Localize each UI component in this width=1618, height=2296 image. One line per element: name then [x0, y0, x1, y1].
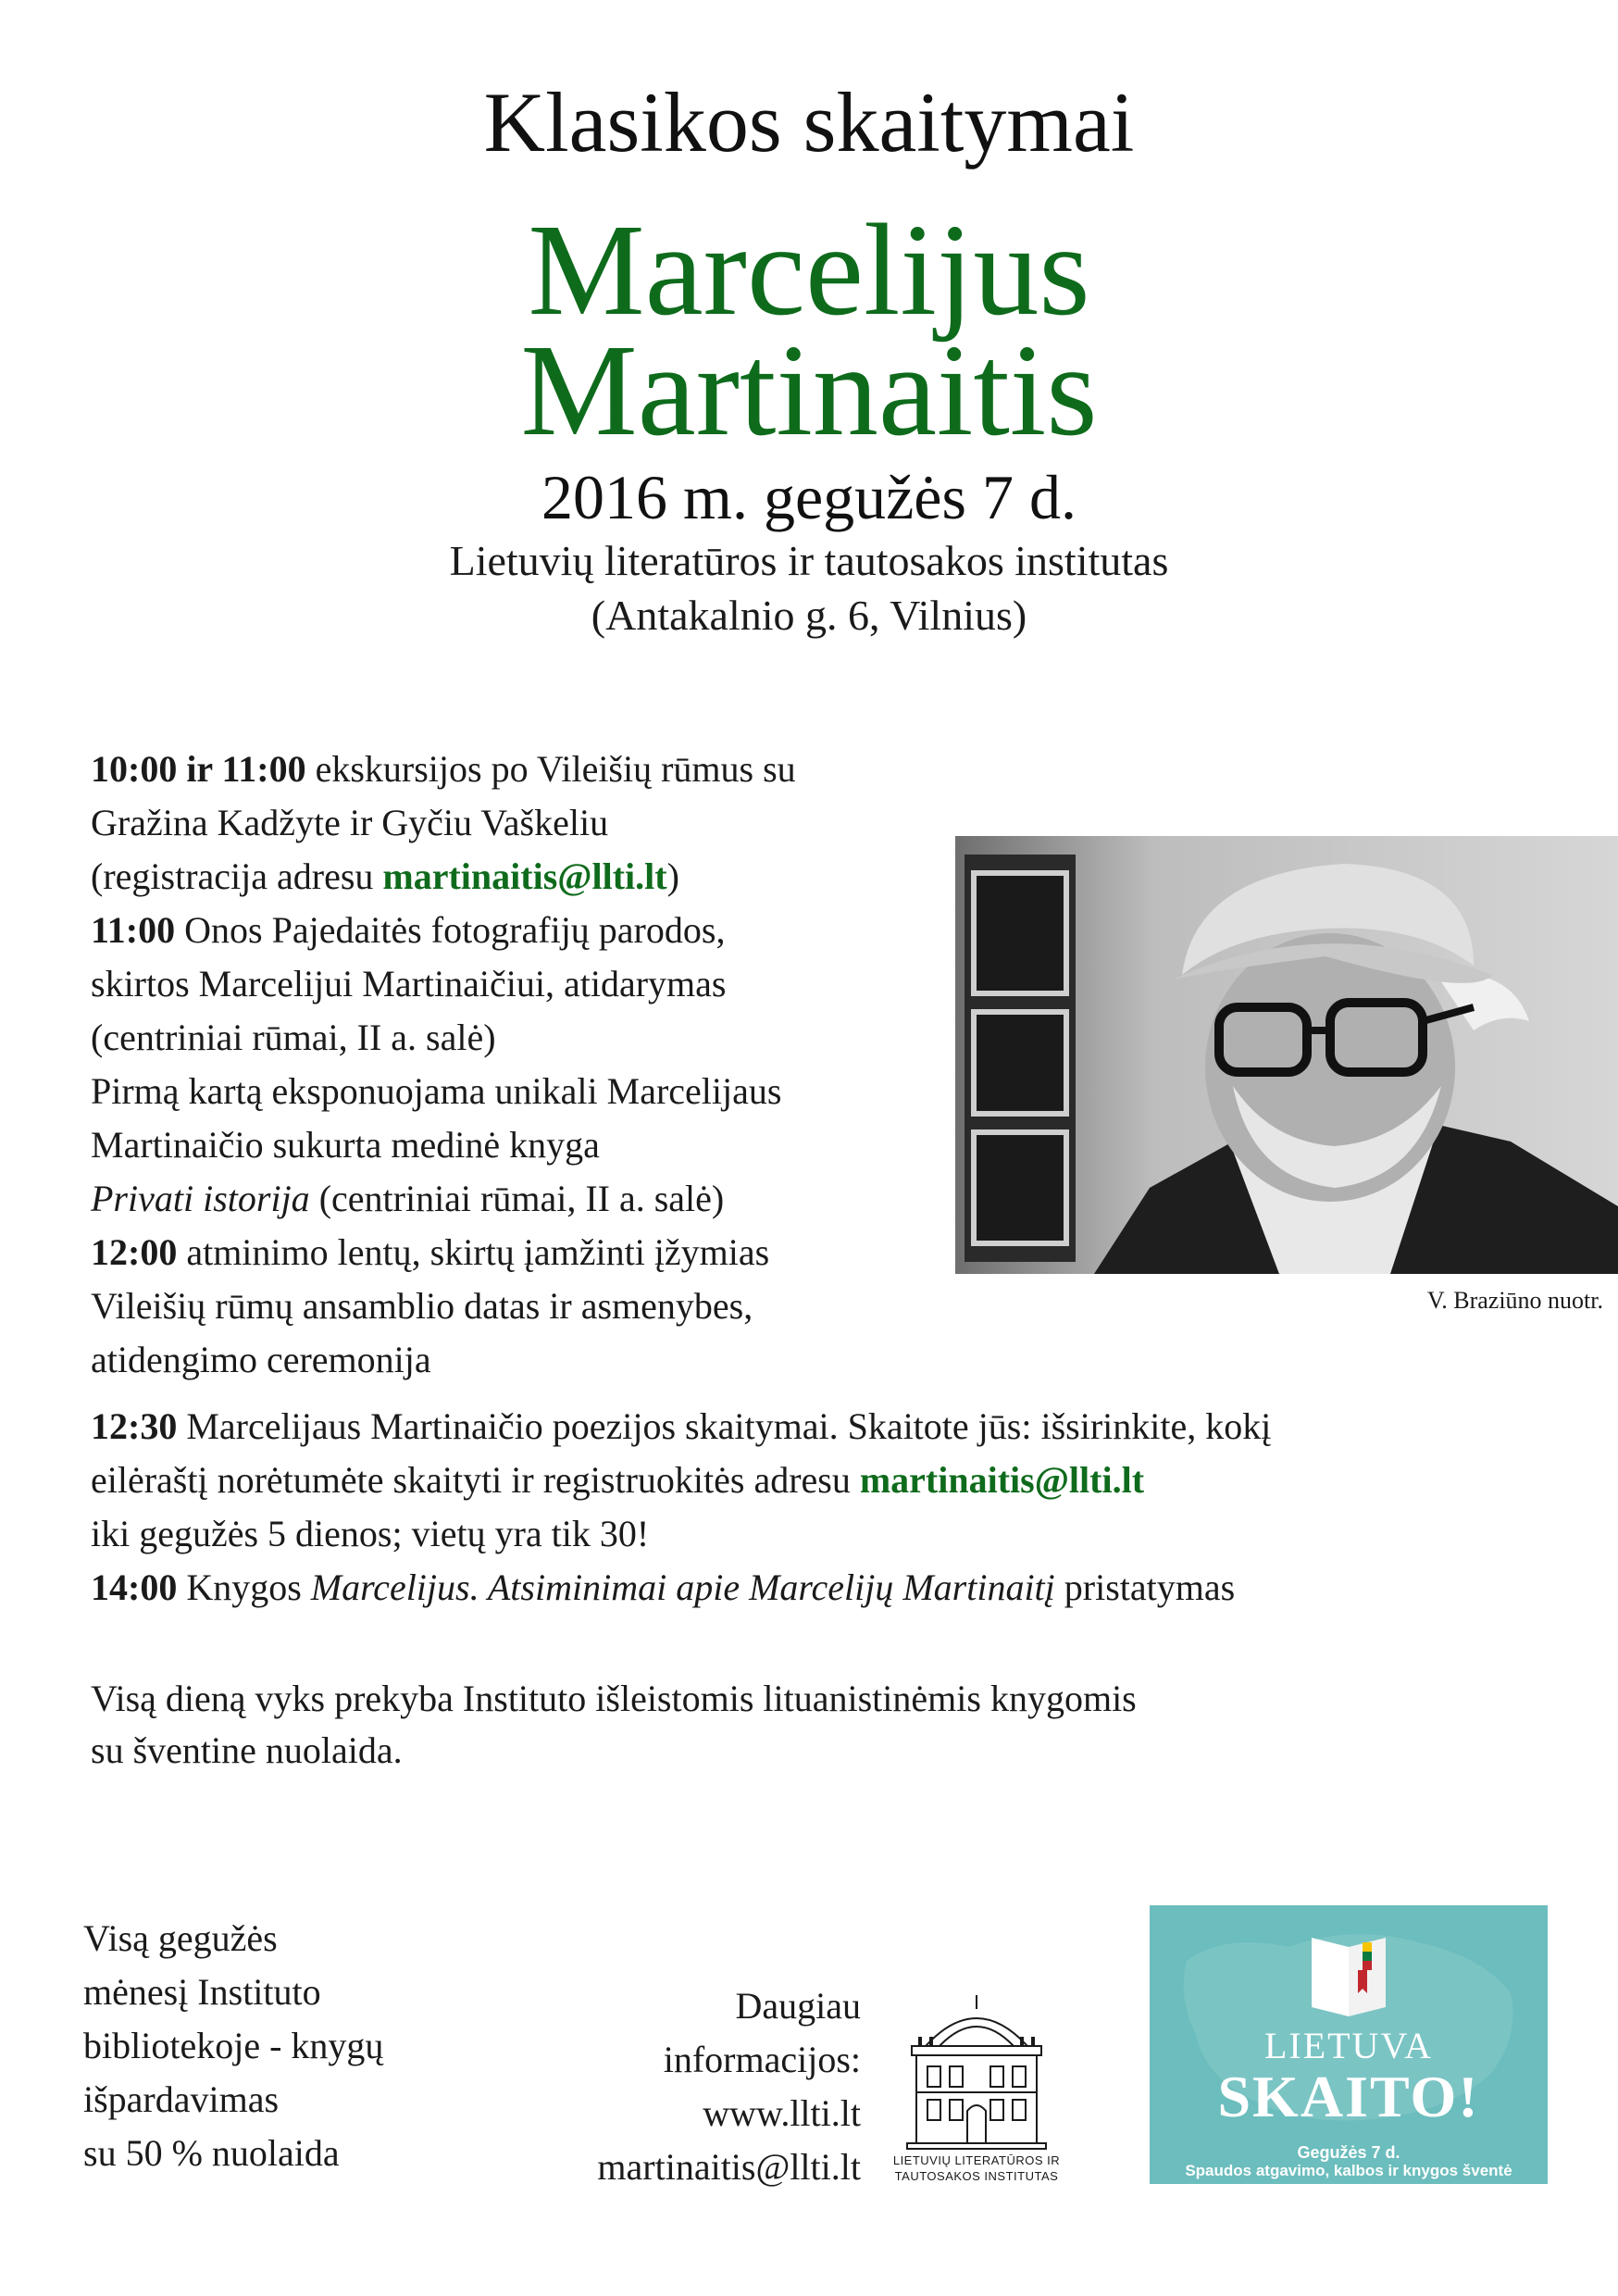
- event-address: (Antakalnio g. 6, Vilnius): [591, 592, 1027, 639]
- registration-email-link[interactable]: martinaitis@llti.lt: [382, 855, 667, 897]
- institute-building-icon: [889, 1990, 1064, 2152]
- badge-word-lietuva: LIETUVA: [1263, 2025, 1434, 2066]
- program-time: 12:30: [91, 1405, 178, 1447]
- photo-credit: V. Braziūno nuotr.: [1426, 1287, 1603, 1314]
- program-time: 12:00: [91, 1231, 178, 1273]
- more-info: Daugiau informacijos: www.llti.lt martinaitis@llti.lt: [518, 1979, 861, 2194]
- event-venue: Lietuvių literatūros ir tautosakos institutas: [449, 537, 1169, 584]
- series-title: Klasikos skaitymai: [483, 75, 1135, 169]
- badge-date: Gegužės 7 d.: [1297, 2143, 1400, 2162]
- website-link[interactable]: www.llti.lt: [703, 2092, 861, 2134]
- book-title: Marcelijus. Atsiminimai apie Marcelijų Martinaitį: [310, 1566, 1055, 1608]
- open-book-icon: [1312, 1938, 1386, 2016]
- poet-portrait-image: [955, 836, 1618, 1274]
- book-sale-note: Visą dieną vyks prekyba Instituto išleistomis lituanistinėmis knygomis su šventine nuolaida.: [91, 1678, 1137, 1771]
- library-sale-note: Visą gegužės mėnesį Instituto bibliotekoje - knygų išpardavimas su 50 % nuolaida: [83, 1917, 384, 2174]
- program-item-1200: 12:00 atminimo lentų, skirtų įamžinti įžymias: [91, 1231, 770, 1273]
- lietuva-skaito-badge: [1150, 1905, 1548, 2184]
- badge-word-skaito: SKAITO!: [1217, 2064, 1480, 2129]
- poet-first-name: Marcelijus: [528, 196, 1090, 343]
- program-time: 10:00 ir 11:00: [91, 748, 306, 790]
- event-date: 2016 m. gegužės 7 d.: [541, 462, 1077, 532]
- poet-last-name: Martinaitis: [520, 317, 1098, 463]
- program-time: 11:00: [91, 909, 176, 951]
- program-item-1230: 12:30 Marcelijaus Martinaičio poezijos skaitymai. Skaitote jūs: išsirinkite, kokį: [91, 1405, 1272, 1447]
- badge-subtitle: Spaudos atgavimo, kalbos ir knygos šventė: [1185, 2162, 1512, 2179]
- program-block-a: 10:00 ir 11:00 ekskursijos po Vileišių rūmus su Gražina Kadžyte ir Gyčiu Vaškeliu (registracija adresu martinaitis@llti.lt) 11:00 Onos Pajedaitės fotografijų parodos, skirtos Marcelijui Martinaičiui, atidarymas (centriniai rūmai, II a. salė) Pirmą kartą eksponuojama unikali Marcelijaus Martinaičio sukurta medinė knyga Privati istorija (centriniai rūmai, II a. salė) 12:00 atminimo lentų, skirtų įamžinti įžymias Vileišių rūmų ansamblio datas ir asmenybes, atidengimo ceremonija: [91, 742, 979, 1387]
- registration-email-link[interactable]: martinaitis@llti.lt: [859, 1459, 1145, 1501]
- contact-email-link[interactable]: martinaitis@llti.lt: [597, 2146, 861, 2188]
- program-item-1100: 11:00 Onos Pajedaitės fotografijų parodos,: [91, 909, 726, 951]
- institute-caption: LIETUVIŲ LITERATŪROS IR TAUTOSAKOS INSTITUTAS: [892, 2153, 1061, 2183]
- program-item-1000: 10:00 ir 11:00 ekskursijos po Vileišių rūmus su: [91, 748, 796, 790]
- program-time: 14:00: [91, 1566, 178, 1608]
- poet-photo: [955, 836, 1618, 1274]
- book-title: Privati istorija: [91, 1178, 310, 1219]
- program-block-b: 12:30 Marcelijaus Martinaičio poezijos skaitymai. Skaitote jūs: išsirinkite, kokį eilėraštį norėtumėte skaityti ir registruokitės adresu martinaitis@llti.lt iki gegužės 5 dienos; vietų yra tik 30! 14:00 Knygos Marcelijus. Atsiminimai apie Marcelijų Martinaitį pristatymas: [91, 1400, 1572, 1615]
- program-item-1400: 14:00 Knygos Marcelijus. Atsiminimai apie Marcelijų Martinaitį pristatymas: [91, 1566, 1236, 1608]
